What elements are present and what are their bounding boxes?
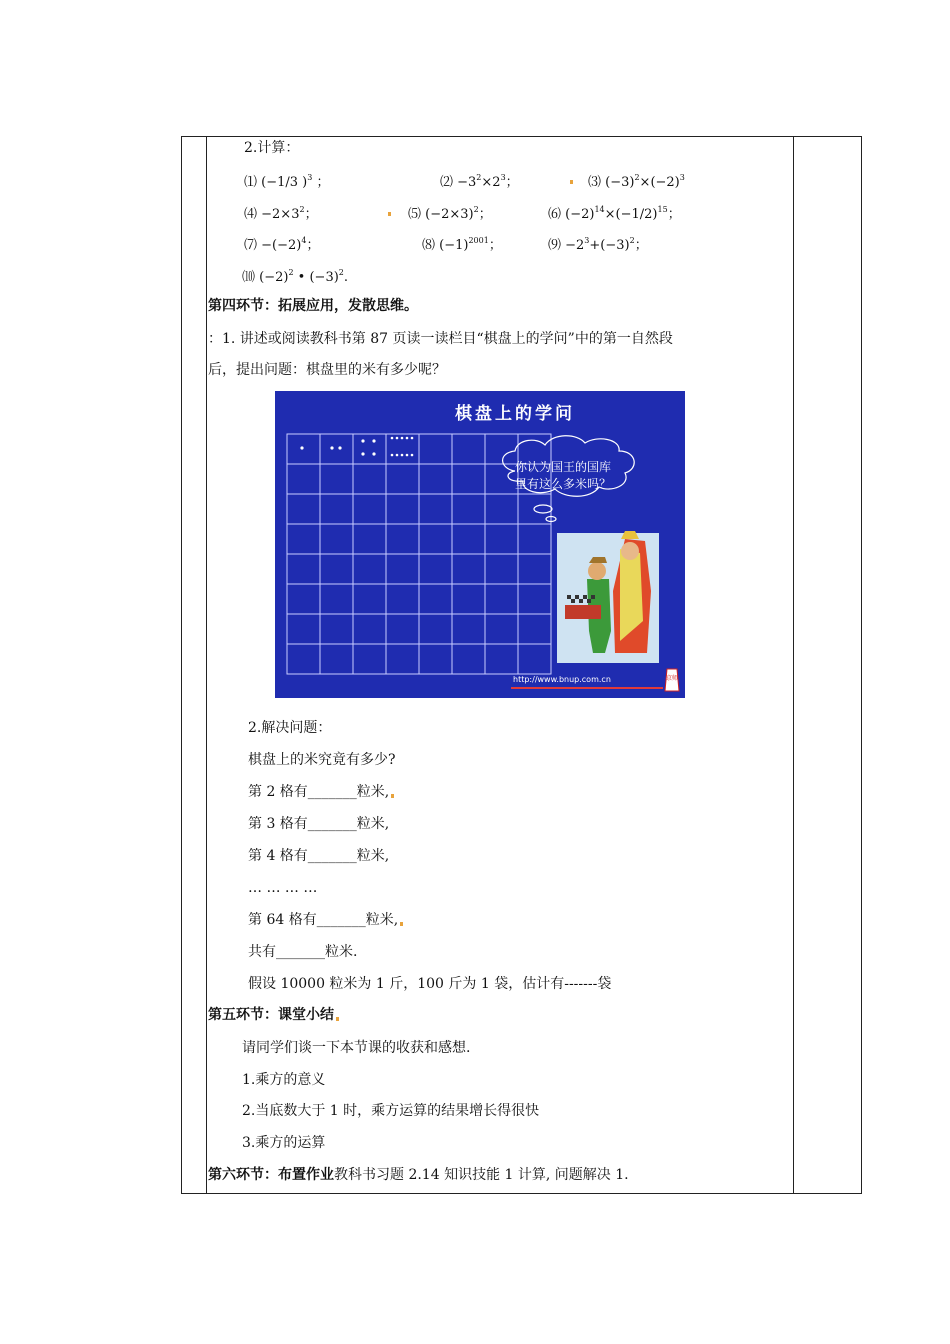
ellipsis-line: … … … … (248, 880, 318, 896)
cell-64-line: 第 64 格有_______粒米, (248, 910, 405, 930)
publisher-logo: 京师 (666, 675, 679, 682)
cell-4-line: 第 4 格有_______粒米, (248, 848, 390, 864)
solve-question: 棋盘上的米究竟有多少? (248, 752, 396, 768)
calc-item-1: ⑴ (−1/3 )$^3$ ； (244, 173, 330, 190)
section6-title: 第六环节：布置作业 (208, 1167, 334, 1183)
calc-item-9: ⑼ $-2^3+(-3)^2$； (548, 236, 648, 253)
calc-heading: 2.计算： (244, 140, 300, 156)
calc-item-10: ⑽ $(-2)^2$ • $(-3)^2$. (242, 268, 349, 285)
calc-item-3: ⑶ $(-3)^2\times(-2)^3$ (588, 173, 685, 190)
cell-2-line: 第 2 格有_______粒米, (248, 782, 396, 802)
section5-title: 第五环节：课堂小结 (208, 1005, 341, 1025)
bubble-line-2: 里有这么多米吗？ (515, 477, 612, 491)
calc-item-6: ⑹ $(-2)^{14}\times(-1/2)^{15}$； (548, 205, 681, 222)
bubble-line-1: 你认为国王的国库 (515, 460, 612, 474)
calc-item-8: ⑻ $(-1)^{2001}$； (422, 236, 502, 253)
summary-item-3: 3.乘方的运算 (242, 1135, 326, 1151)
section6-text: 教科书习题 2.14 知识技能 1 计算, 问题解决 1. (334, 1167, 629, 1183)
section6 (208, 1165, 629, 1185)
publisher-url: http://www.bnup.com.cn (513, 675, 611, 684)
section4-title: 第四环节：拓展应用，发散思维。 (208, 298, 418, 314)
lower-content (208, 0, 798, 1344)
solve-heading: 2.解决问题： (248, 720, 332, 736)
calc-item-2: ⑵ $-3^2\times 2^3$； (440, 173, 519, 190)
calc-item-7: ⑺ $-(-2)^4$； (244, 236, 320, 253)
summary-item-2: 2.当底数大于 1 时，乘方运算的结果增长得很快 (242, 1103, 540, 1119)
calc-item-5: ⑸ $(-2\times 3)^2$； (408, 205, 492, 222)
section4-para-1: ：1. 讲述或阅读教科书第 87 页读一读栏目“棋盘上的学问”中的第一自然段 (208, 331, 673, 347)
summary-item-1: 1.乘方的意义 (242, 1072, 326, 1088)
estimate-line: 假设 10000 粒米为 1 斤，100 斤为 1 袋，估计有-------袋 (248, 976, 612, 992)
cell-3-line: 第 3 格有_______粒米, (248, 816, 390, 832)
section4-para-2: 后，提出问题：棋盘里的米有多少呢？ (208, 362, 446, 378)
table-divider-left (206, 137, 207, 1193)
section5-intro: 请同学们谈一下本节课的收获和感想. (242, 1040, 471, 1056)
calc-item-4: ⑷ $-2\times 3^2$； (244, 205, 318, 222)
total-line: 共有_______粒米. (248, 944, 358, 960)
slide-title: 棋盘上的学问 (455, 404, 575, 424)
